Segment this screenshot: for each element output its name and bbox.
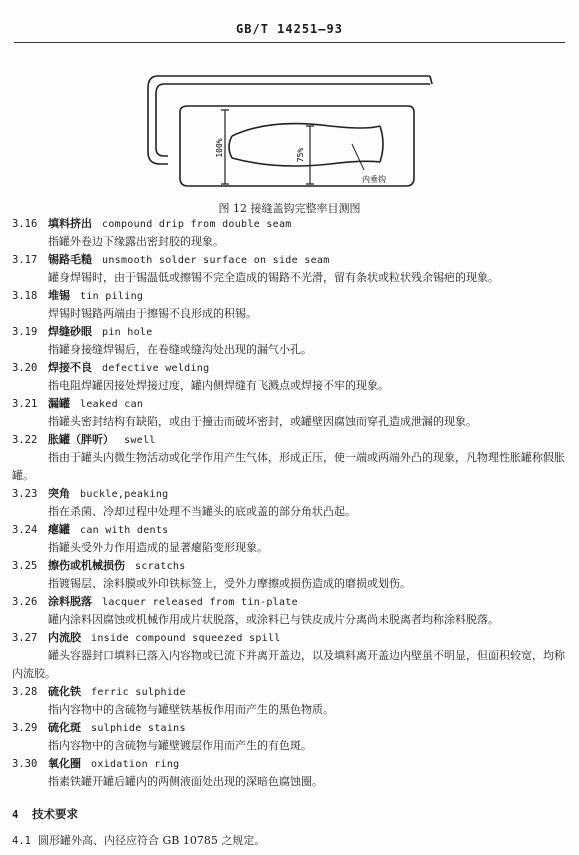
term-english: buckle,peaking: [80, 489, 169, 500]
term-english: oxidation ring: [91, 759, 180, 770]
terms-list: [12, 215, 572, 851]
term-heading: [12, 485, 572, 503]
term-entry: [12, 431, 572, 485]
term-definition: 指罐身接缝焊锡后，在卷缝或缝沟处出现的漏气小孔。: [48, 343, 312, 356]
term-entry: [12, 629, 572, 683]
clause-4-1: [12, 831, 572, 851]
term-english: ferric sulphide: [91, 687, 186, 698]
term-entry: [12, 215, 572, 251]
term-definition: 指内容物中的含硫物与罐壁镀层作用而产生的有色斑。: [48, 739, 312, 752]
term-definition: 指内容物中的含硫物与罐壁铁基板作用而产生的黑色物质。: [48, 703, 334, 716]
header-rule: [14, 42, 565, 43]
term-english: sulphide stains: [91, 723, 186, 734]
term-english: defective welding: [102, 363, 210, 374]
term-chinese: 焊缝砂眼: [48, 325, 92, 338]
term-english: pin hole: [102, 327, 153, 338]
term-definition: 罐头容器封口填料已落入内容物或已流下并离开盖边，以及填料离开盖边内壁虽不明显，但面积较宽，均称内流胶。: [12, 649, 565, 680]
term-heading: [12, 251, 572, 269]
term-english: leaked can: [80, 399, 144, 410]
term-chinese: 氧化圈: [48, 757, 81, 770]
term-english: tin piling: [80, 291, 144, 302]
curl-end: [430, 76, 432, 84]
term-english: unsmooth solder surface on side seam: [102, 255, 330, 266]
seam-hook-diagram: [0, 48, 579, 208]
term-english: can with dents: [80, 525, 169, 536]
term-number: 3.19: [12, 326, 38, 338]
section-title: 技术要求: [32, 807, 78, 821]
term-definition: 罐内涂料因腐蚀或机械作用成片状脱落，或涂料已与铁皮成片分离尚未脱离者均称涂料脱落。: [48, 613, 499, 626]
term-chinese: 填料挤出: [48, 217, 92, 230]
term-heading: [12, 593, 572, 611]
term-chinese: 漏罐: [48, 397, 70, 410]
term-number: 3.28: [12, 686, 38, 698]
term-entry: [12, 395, 572, 431]
term-definition: 指镀锡层、涂料膜或外印铁标签上，受外力摩擦或损伤造成的磨损或划伤。: [48, 577, 411, 590]
term-heading: [12, 395, 572, 413]
term-number: 3.23: [12, 488, 38, 500]
wrinkle-lower: [232, 158, 380, 166]
section-number: 4: [12, 809, 19, 821]
term-number: 3.22: [12, 434, 38, 446]
term-entry: [12, 287, 572, 323]
term-entry: [12, 593, 572, 629]
term-english: compound drip from double seam: [102, 219, 292, 230]
term-chinese: 锡路毛糙: [48, 253, 92, 266]
label-inner-hook: 内垂钩: [362, 175, 386, 184]
term-heading: [12, 683, 572, 701]
term-chinese: 堆锡: [48, 289, 70, 302]
term-english: swell: [124, 435, 156, 446]
term-heading: [12, 359, 572, 377]
term-heading: [12, 521, 572, 539]
term-chinese: 突角: [48, 487, 70, 500]
term-english: inside compound squeezed spill: [91, 633, 281, 644]
hook-pointer: [352, 144, 364, 170]
term-number: 3.26: [12, 596, 38, 608]
term-chinese: 涂料脱落: [48, 595, 92, 608]
term-definition: 焊锡时锡路两端由于擦锡不良形成的积锡。: [48, 307, 257, 320]
label-100: 100%: [215, 138, 224, 158]
term-heading: [12, 323, 572, 341]
term-english: lacquer released from tin-plate: [102, 597, 298, 608]
term-entry: [12, 683, 572, 719]
term-number: 3.16: [12, 218, 38, 230]
term-definition: 罐身焊锡时，由于锡温低或擦锡不完全造成的锡路不光滑，留有条状或粒状残余锡疤的现象。: [48, 271, 499, 284]
term-entry: [12, 323, 572, 359]
inner-curl-line: [156, 84, 430, 156]
term-entry: [12, 755, 572, 791]
outer-curl-line: [148, 76, 430, 164]
term-heading: [12, 287, 572, 305]
clause-text: 圆形罐外高、内径应符合 GB 10785 之规定。: [38, 834, 266, 847]
term-number: 3.29: [12, 722, 38, 734]
term-definition: 指罐头密封结构有缺陷，或由于撞击而破坏密封，或罐壁因腐蚀而穿孔造成泄漏的现象。: [48, 415, 477, 428]
term-chinese: 硫化斑: [48, 721, 81, 734]
term-definition: 指罐外卷边下缘露出密封胶的现象。: [48, 235, 224, 248]
section-heading: [12, 803, 572, 825]
term-number: 3.25: [12, 560, 38, 572]
term-entry: [12, 521, 572, 557]
term-chinese: 内流胶: [48, 631, 81, 644]
term-chinese: 焊接不良: [48, 361, 92, 374]
term-english: scratchs: [135, 561, 186, 572]
term-definition: 指素铁罐开罐后罐内的两侧液面处出现的深暗色腐蚀圈。: [48, 775, 323, 788]
term-chinese: 瘪罐: [48, 523, 70, 536]
term-definition: 指在杀菌、冷却过程中处理不当罐头的底或盖的部分角状凸起。: [48, 505, 356, 518]
label-75: 75%: [296, 147, 305, 163]
term-entry: [12, 719, 572, 755]
term-heading: [12, 557, 572, 575]
term-number: 3.30: [12, 758, 38, 770]
figure-caption: 图 12 接缝盖钩完整率目测图: [218, 202, 361, 215]
term-number: 3.20: [12, 362, 38, 374]
term-entry: [12, 359, 572, 395]
term-chinese: 擦伤或机械损伤: [48, 559, 125, 572]
seam-hook-figure: [0, 48, 579, 208]
term-number: 3.24: [12, 524, 38, 536]
clause-number: 4.1: [12, 835, 31, 847]
wrinkle-left: [229, 136, 232, 158]
term-heading: [12, 719, 572, 737]
standard-number: GB/T 14251—93: [236, 22, 343, 36]
term-heading: [12, 215, 572, 233]
term-number: 3.18: [12, 290, 38, 302]
term-number: 3.27: [12, 632, 38, 644]
wrinkle-right: [380, 126, 383, 162]
term-number: 3.17: [12, 254, 38, 266]
term-entry: [12, 251, 572, 287]
term-heading: [12, 629, 572, 647]
term-definition: 指由于罐头内微生物活动或化学作用产生气体，形成正压，使一端或两端外凸的现象，凡物理性胀罐称假胀罐。: [12, 451, 565, 482]
term-chinese: 硫化铁: [48, 685, 81, 698]
term-number: 3.21: [12, 398, 38, 410]
term-chinese: 胀罐（胖听）: [48, 433, 114, 446]
term-heading: [12, 755, 572, 773]
term-entry: [12, 557, 572, 593]
term-definition: 指电阻焊罐因接处焊接过度，罐内侧焊缝有飞溅点或焊接不牢的现象。: [48, 379, 389, 392]
term-definition: 指罐头受外力作用造成的显著瘪陷变形现象。: [48, 541, 268, 554]
term-heading: [12, 431, 572, 449]
term-entry: [12, 485, 572, 521]
